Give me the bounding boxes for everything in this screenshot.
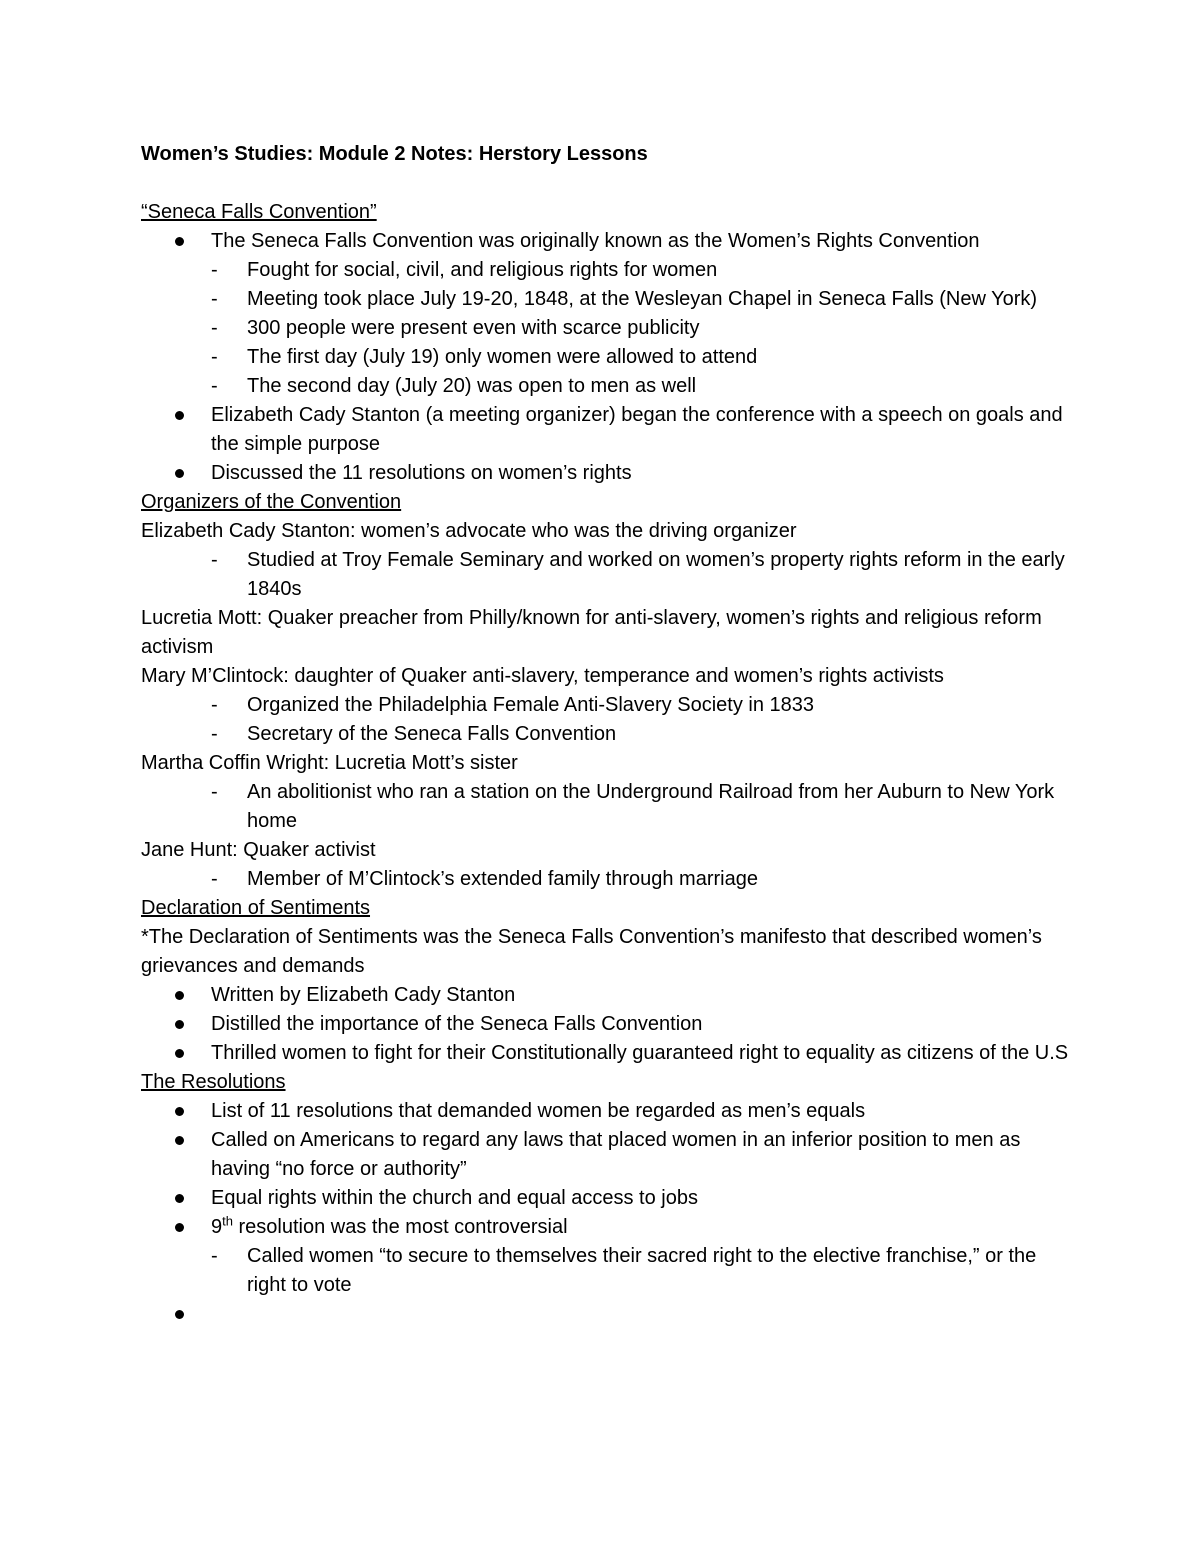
bullet-text-rest: resolution was the most controversial	[232, 1216, 568, 1238]
bullet-text: Called on Americans to regard any laws that placed women in an inferior position to men as having “no force or authority”	[211, 1129, 1021, 1180]
sub-item-text: An abolitionist who ran a station on the Underground Railroad from her Auburn to New York home	[247, 781, 1055, 832]
bullet-text-empty	[211, 1303, 217, 1325]
sub-list	[211, 256, 1071, 401]
bullet-icon	[175, 1049, 184, 1058]
bullet-text	[211, 1213, 568, 1238]
sub-list	[141, 778, 1071, 836]
sub-item	[211, 372, 1071, 401]
bullet-icon	[175, 1310, 184, 1319]
sub-item-text: 300 people were present even with scarce publicity	[247, 317, 700, 339]
bullet-text: Distilled the importance of the Seneca Falls Convention	[211, 1013, 703, 1035]
list-item	[141, 1039, 1071, 1068]
sub-item-text: Fought for social, civil, and religious rights for women	[247, 259, 718, 281]
sub-item-text: Organized the Philadelphia Female Anti-Slavery Society in 1833	[247, 694, 814, 716]
list-item	[141, 1184, 1071, 1213]
section-heading-resolutions: The Resolutions	[141, 1071, 286, 1093]
bullet-text: Elizabeth Cady Stanton (a meeting organizer) began the conference with a speech on goals and the simple purpose	[211, 404, 1063, 455]
resolutions-bullet-list	[141, 1097, 1071, 1329]
sub-item	[211, 285, 1071, 314]
dash-icon: -	[211, 317, 218, 339]
sub-item-text: Member of M’Clintock’s extended family through marriage	[247, 868, 758, 890]
organizer-mclintock: Mary M’Clintock: daughter of Quaker anti-slavery, temperance and women’s rights activists	[141, 665, 944, 687]
sub-item	[141, 778, 1071, 836]
sub-item-text: Studied at Troy Female Seminary and worked on women’s property rights reform in the early 1840s	[247, 549, 1065, 600]
dash-icon: -	[211, 346, 218, 368]
document-title: Women’s Studies: Module 2 Notes: Herstory Lessons	[141, 143, 648, 165]
sub-item-text: Secretary of the Seneca Falls Convention	[247, 723, 617, 745]
dash-icon: -	[211, 288, 218, 310]
empty-list-item	[141, 1300, 1071, 1329]
ordinal-suffix: th	[222, 1213, 233, 1229]
dash-icon: -	[211, 549, 218, 571]
sub-item	[211, 314, 1071, 343]
section-heading-declaration: Declaration of Sentiments	[141, 897, 371, 919]
bullet-text: The Seneca Falls Convention was originally known as the Women’s Rights Convention	[211, 230, 980, 252]
declaration-intro: *The Declaration of Sentiments was the Seneca Falls Convention’s manifesto that described women’s grievances and demands	[141, 926, 1042, 977]
sub-list	[141, 691, 1071, 749]
sub-item	[141, 720, 1071, 749]
sub-list	[211, 1242, 1071, 1300]
bullet-text: Discussed the 11 resolutions on women’s rights	[211, 462, 632, 484]
list-item	[141, 1010, 1071, 1039]
bullet-icon	[175, 469, 184, 478]
bullet-icon	[175, 1194, 184, 1203]
dash-icon: -	[211, 375, 218, 397]
sub-item-text: The second day (July 20) was open to men as well	[247, 375, 697, 397]
bullet-text: Written by Elizabeth Cady Stanton	[211, 984, 516, 1006]
dash-icon: -	[211, 868, 218, 890]
sub-list	[141, 546, 1071, 604]
sub-item	[211, 1242, 1071, 1300]
list-item	[141, 401, 1071, 459]
sub-item	[141, 546, 1071, 604]
declaration-bullet-list	[141, 981, 1071, 1068]
bullet-icon	[175, 237, 184, 246]
list-item	[141, 459, 1071, 488]
ordinal-number: 9	[211, 1216, 223, 1238]
dash-icon: -	[211, 1245, 218, 1267]
organizer-mott: Lucretia Mott: Quaker preacher from Philly/known for anti-slavery, women’s rights and religious reform activism	[141, 607, 1042, 658]
organizer-hunt: Jane Hunt: Quaker activist	[141, 839, 376, 861]
bullet-icon	[175, 1107, 184, 1116]
list-item	[141, 1126, 1071, 1184]
bullet-text: Equal rights within the church and equal access to jobs	[211, 1187, 698, 1209]
section-heading-seneca: “Seneca Falls Convention”	[141, 201, 377, 223]
sub-item	[141, 691, 1071, 720]
dash-icon: -	[211, 694, 218, 716]
bullet-icon	[175, 1136, 184, 1145]
sub-item	[141, 865, 1071, 894]
list-item	[141, 1097, 1071, 1126]
section-heading-organizers: Organizers of the Convention	[141, 491, 402, 513]
document-body	[141, 140, 1071, 1329]
organizer-stanton: Elizabeth Cady Stanton: women’s advocate who was the driving organizer	[141, 520, 797, 542]
dash-icon: -	[211, 781, 218, 803]
sub-item	[211, 343, 1071, 372]
bullet-text: List of 11 resolutions that demanded women be regarded as men’s equals	[211, 1100, 866, 1122]
dash-icon: -	[211, 723, 218, 745]
seneca-bullet-list	[141, 227, 1071, 488]
sub-item-text: Called women “to secure to themselves their sacred right to the elective franchise,” or the right to vote	[247, 1245, 1037, 1296]
bullet-icon	[175, 991, 184, 1000]
list-item	[141, 227, 1071, 401]
bullet-icon	[175, 1223, 184, 1232]
bullet-text: Thrilled women to fight for their Constitutionally guaranteed right to equality as citizens of the U.S	[211, 1042, 1069, 1064]
sub-item-text: The first day (July 19) only women were allowed to attend	[247, 346, 758, 368]
dash-icon: -	[211, 259, 218, 281]
list-item	[141, 981, 1071, 1010]
organizer-wright: Martha Coffin Wright: Lucretia Mott’s sister	[141, 752, 518, 774]
sub-list	[141, 865, 1071, 894]
sub-item	[211, 256, 1071, 285]
bullet-icon	[175, 411, 184, 420]
bullet-icon	[175, 1020, 184, 1029]
sub-item-text: Meeting took place July 19-20, 1848, at the Wesleyan Chapel in Seneca Falls (New York)	[247, 288, 1038, 310]
list-item	[141, 1213, 1071, 1300]
